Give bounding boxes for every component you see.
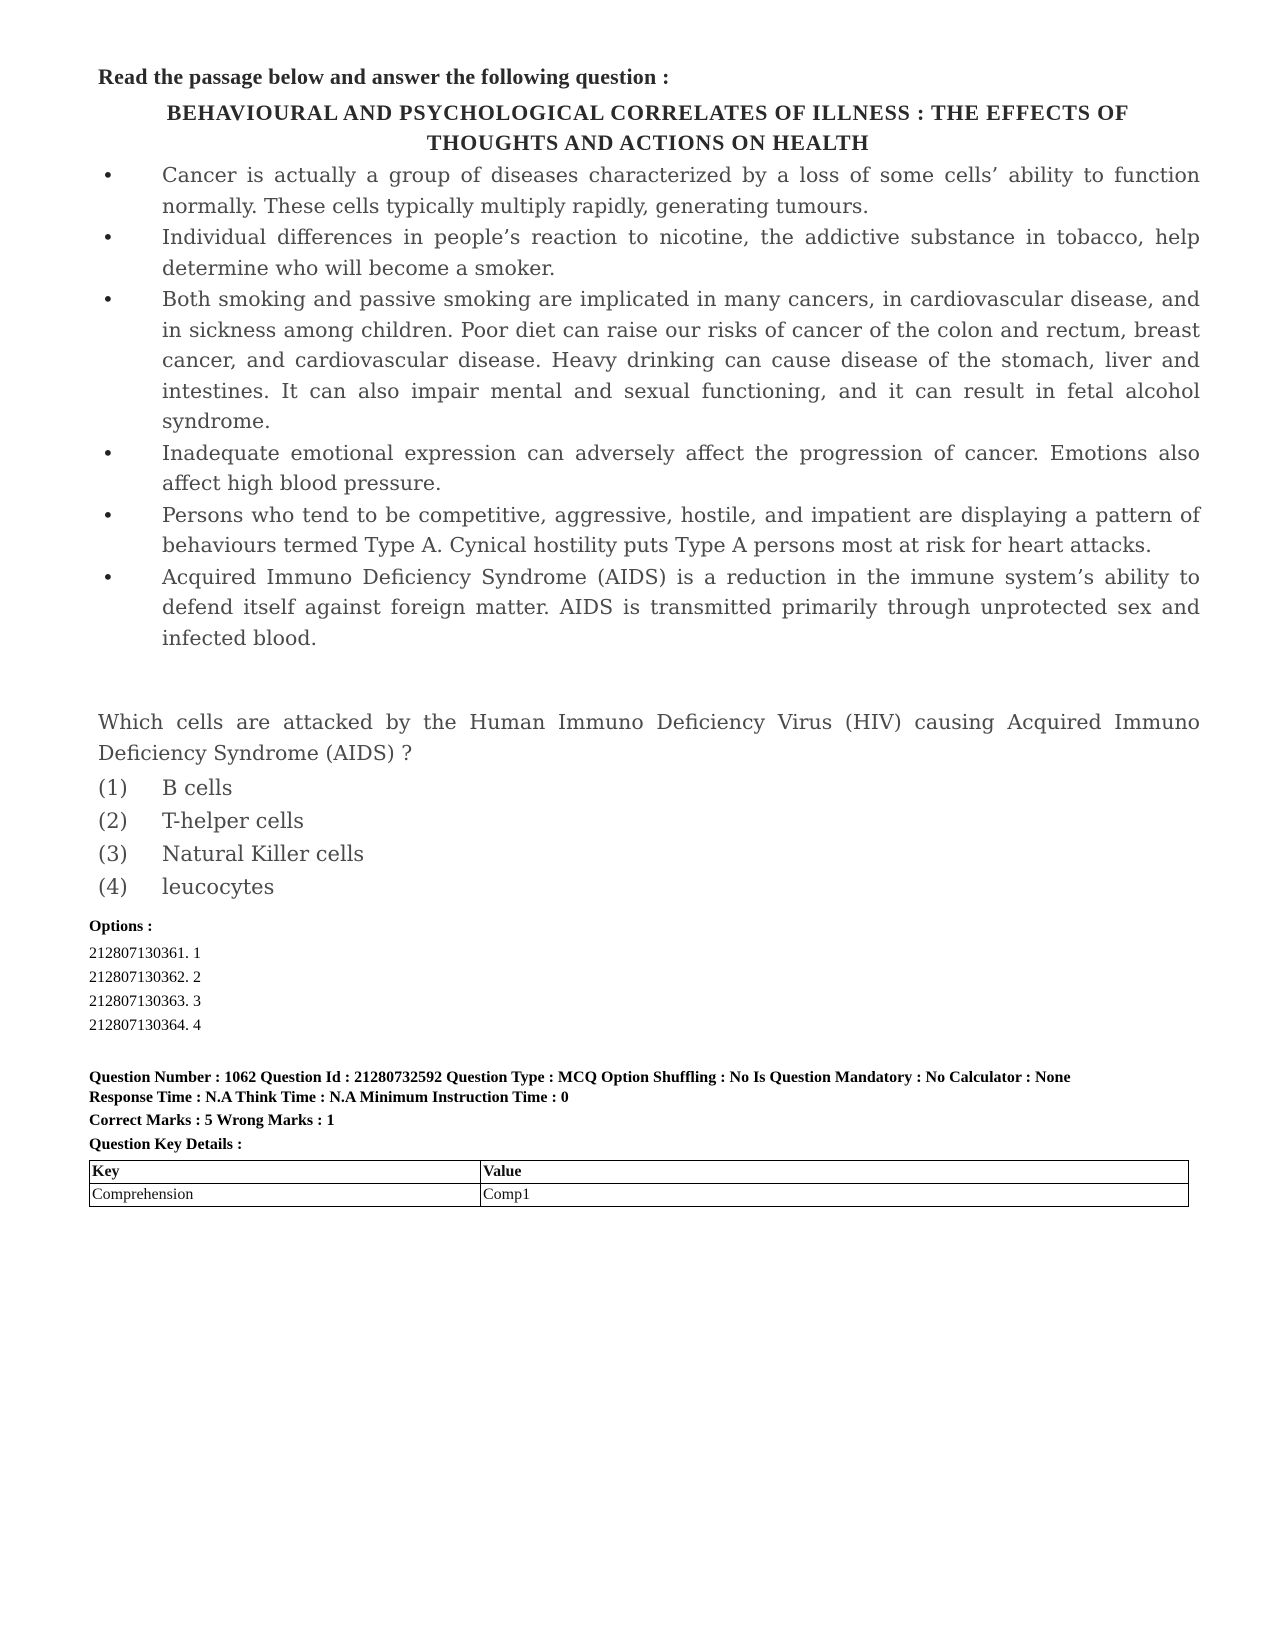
passage-title-line-2: THOUGHTS AND ACTIONS ON HEALTH	[426, 130, 870, 155]
choice-number: (4)	[98, 875, 128, 899]
table-cell-value: Comp1	[481, 1184, 1189, 1207]
passage-intro: Read the passage below and answer the following question :	[98, 64, 670, 89]
option-id: 212807130361. 1	[89, 945, 201, 962]
bullet-icon: •	[102, 440, 114, 465]
option-id: 212807130364. 4	[89, 1017, 201, 1034]
table-row	[90, 1184, 1189, 1207]
bullet-icon: •	[102, 163, 114, 187]
question-info	[89, 1068, 1199, 1108]
answer-choice	[98, 838, 364, 871]
answer-choice	[98, 772, 364, 805]
bullet-text: Cancer is actually a group of diseases characterized by a loss of some cells’ ability to function normally. These cells typically multiply rapidly, generating tumours.	[162, 163, 1200, 218]
bullet-icon: •	[102, 502, 114, 527]
table-header-row	[90, 1161, 1189, 1184]
options-list	[89, 942, 201, 1038]
passage-title-line-1: BEHAVIOURAL AND PSYCHOLOGICAL CORRELATES OF ILLNESS : THE EFFECTS OF	[166, 100, 1130, 125]
question-text: Which cells are attacked by the Human Immuno Deficiency Virus (HIV) causing Acquired Immuno Deficiency Syndrome (AIDS) ?	[98, 710, 1200, 765]
question-info-line-2: Response Time : N.A Think Time : N.A Minimum Instruction Time : 0	[89, 1089, 569, 1106]
passage-bullet-list	[98, 160, 1200, 654]
list-item	[98, 222, 1200, 283]
bullet-text: Acquired Immuno Deficiency Syndrome (AIDS) is a reduction in the immune system’s ability to defend itself against foreign matter. AIDS is transmitted primarily through unprotected sex and infected blood.	[162, 564, 1200, 650]
choice-number: (1)	[98, 776, 128, 800]
key-details-table	[89, 1160, 1189, 1207]
list-item	[98, 160, 1200, 221]
marks-info: Correct Marks : 5 Wrong Marks : 1	[89, 1112, 335, 1129]
column-header-value: Value	[481, 1161, 1189, 1184]
bullet-text: Persons who tend to be competitive, aggressive, hostile, and impatient are displaying a pattern of behaviours termed Type A. Cynical hostility puts Type A persons most at risk for heart attacks.	[162, 502, 1200, 557]
question-info-line-1: Question Number : 1062 Question Id : 21280732592 Question Type : MCQ Option Shuffling : No Is Question Mandatory : No Calculator : None	[89, 1069, 1071, 1086]
answer-choice	[98, 871, 364, 904]
answer-choice-list	[98, 772, 364, 904]
column-header-key: Key	[90, 1161, 481, 1184]
passage-title	[98, 98, 1198, 158]
choice-text: Natural Killer cells	[162, 842, 365, 866]
bullet-icon: •	[102, 287, 114, 311]
choice-number: (3)	[98, 842, 128, 866]
bullet-text: Inadequate emotional expression can adversely affect the progression of cancer. Emotions also affect high blood pressure.	[162, 440, 1200, 495]
table-cell-key: Comprehension	[90, 1184, 481, 1207]
bullet-icon: •	[102, 564, 114, 589]
choice-text: B cells	[162, 776, 233, 800]
list-item	[98, 500, 1200, 561]
key-details-heading: Question Key Details :	[89, 1136, 243, 1153]
choice-text: leucocytes	[162, 875, 275, 899]
bullet-icon: •	[102, 225, 114, 249]
list-item	[98, 284, 1200, 437]
options-heading: Options :	[89, 918, 153, 935]
list-item	[98, 562, 1200, 654]
list-item	[98, 438, 1200, 499]
bullet-text: Individual differences in people’s reaction to nicotine, the addictive substance in tobacco, help determine who will become a smoker.	[162, 225, 1200, 280]
choice-number: (2)	[98, 809, 128, 833]
option-id: 212807130362. 2	[89, 969, 201, 986]
option-id: 212807130363. 3	[89, 993, 201, 1010]
bullet-text: Both smoking and passive smoking are implicated in many cancers, in cardiovascular disease, and in sickness among children. Poor diet can raise our risks of cancer of the colon and rectum, breast cancer, and cardiovascular disease. Heavy drinking can cause disease of the stomach, liver and intestines. It can also impair mental and sexual functioning, and it can result in fetal alcohol syndrome.	[162, 287, 1200, 433]
answer-choice	[98, 805, 364, 838]
choice-text: T-helper cells	[162, 809, 305, 833]
